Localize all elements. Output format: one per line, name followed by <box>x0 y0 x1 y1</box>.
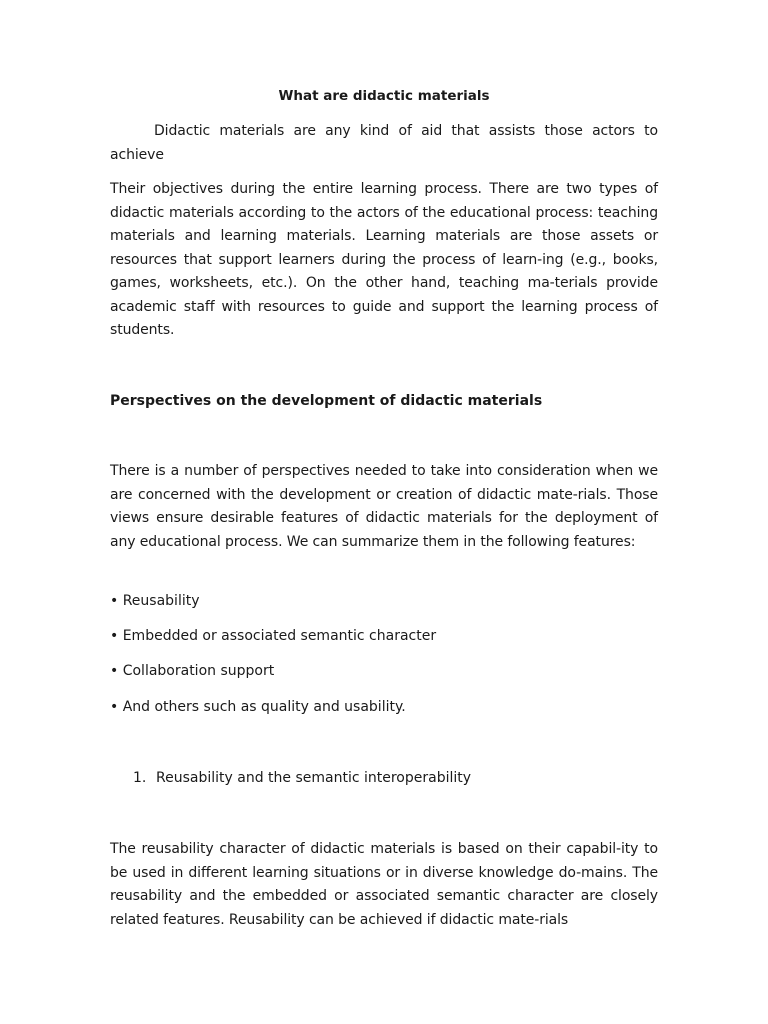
numbered-heading-number: 1. <box>133 770 147 786</box>
reusability-paragraph: The reusability character of didactic materials is based on their capabil-ity to be used in different learning situations or in diverse knowledge do-mains. The reusability and the embedded or associated semantic character are closely related features. Reusability can be achieved if didactic mate-rials <box>110 841 658 928</box>
intro-paragraph: Their objectives during the entire learning process. There are two types of didactic materials according to the actors of the educational process: teaching materials and learning materials. Learning materials are those assets or resources that support learners during the process of learn-ing (e.g., books, games, worksheets, etc.). On the other hand, teaching ma-terials provide academic staff with resources to guide and support the learning process of students. <box>110 181 658 338</box>
section-heading: Perspectives on the development of didactic materials <box>110 393 543 409</box>
bullet-item-others: • And others such as quality and usability. <box>110 699 406 715</box>
perspectives-paragraph: There is a number of perspectives needed to take into consideration when we are concerned with the development or creation of didactic mate-rials. Those views ensure desirable features of didactic materials for the deployment of any educational process. We can summarize them in the following features: <box>110 463 658 550</box>
bullet-item-semantic: • Embedded or associated semantic character <box>110 628 437 644</box>
numbered-heading <box>133 768 658 788</box>
intro-line: Didactic materials are any kind of aid that assists those actors to achieve <box>110 123 658 163</box>
bullet-item-collaboration: • Collaboration support <box>110 663 275 679</box>
document-title: What are didactic materials <box>278 88 490 104</box>
bullet-item-reusability: • Reusability <box>110 593 200 609</box>
numbered-heading-text: Reusability and the semantic interoperability <box>156 770 472 786</box>
